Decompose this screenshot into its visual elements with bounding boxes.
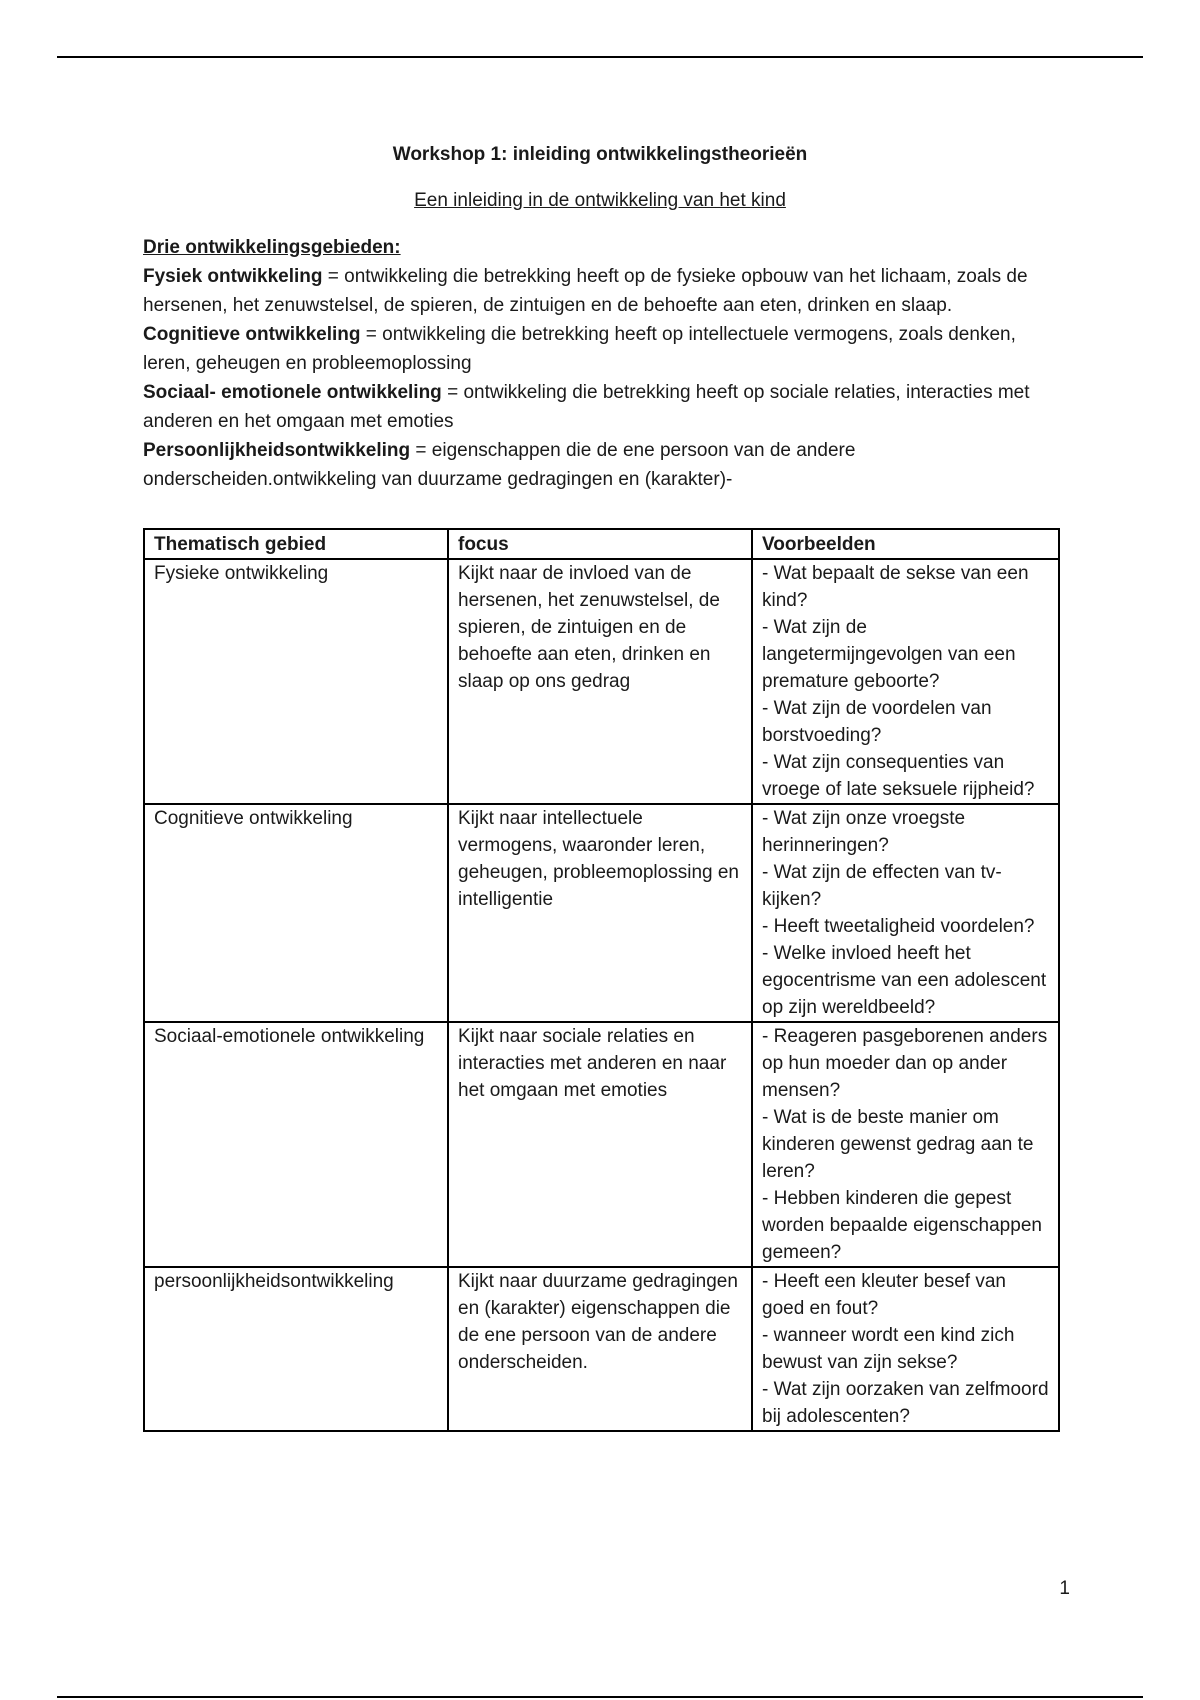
- examples-cell: [752, 559, 1059, 804]
- focus-cell: Kijkt naar de invloed van de hersenen, het zenuwstelsel, de spieren, de zintuigen en de behoefte aan eten, drinken en slaap op ons gedrag: [448, 559, 752, 804]
- intro-section: [143, 233, 1063, 494]
- definition-text: = eigenschappen die de ene persoon van de andere onderscheiden.ontwikkeling van duurzame gedragingen en (karakter)-: [143, 440, 856, 490]
- example-question: - Wat is de beste manier om kinderen gewenst gedrag aan te leren?: [762, 1107, 1034, 1182]
- example-question: - Wat zijn de voordelen van borstvoeding?: [762, 698, 992, 746]
- example-question: - Hebben kinderen die gepest worden bepaalde eigenschappen gemeen?: [762, 1188, 1042, 1263]
- table-row: [144, 804, 1059, 1022]
- header-rule: [57, 56, 1143, 58]
- column-header-examples: Voorbeelden: [752, 529, 1059, 559]
- example-question: - Wat zijn consequenties van vroege of late seksuele rijpheid?: [762, 752, 1035, 800]
- examples-cell: [752, 804, 1059, 1022]
- definition-cognitive: [143, 320, 1063, 378]
- definition-text: = ontwikkeling die betrekking heeft op intellectuele vermogens, zoals denken, leren, geheugen en probleemoplossing: [143, 324, 1016, 374]
- table-row: [144, 1267, 1059, 1431]
- definition-social-emotional: [143, 378, 1063, 436]
- definition-personality: [143, 436, 1063, 494]
- example-question: - Heeft een kleuter besef van goed en fout?: [762, 1271, 1006, 1319]
- example-question: - Wat bepaalt de sekse van een kind?: [762, 563, 1029, 611]
- example-question: - Wat zijn de langetermijngevolgen van een premature geboorte?: [762, 617, 1016, 692]
- focus-cell: Kijkt naar sociale relaties en interacties met anderen en naar het omgaan met emoties: [448, 1022, 752, 1267]
- column-header-area: Thematisch gebied: [144, 529, 448, 559]
- area-cell: Cognitieve ontwikkeling: [144, 804, 448, 1022]
- example-question: - Wat zijn oorzaken van zelfmoord bij adolescenten?: [762, 1379, 1049, 1427]
- example-question: - Reageren pasgeborenen anders op hun moeder dan op ander mensen?: [762, 1026, 1048, 1101]
- definition-physical: [143, 262, 1063, 320]
- table-header-row: [144, 529, 1059, 559]
- definition-term: Cognitieve ontwikkeling: [143, 324, 361, 345]
- area-cell: persoonlijkheidsontwikkeling: [144, 1267, 448, 1431]
- document-title: Workshop 1: inleiding ontwikkelingstheorieën: [392, 144, 808, 165]
- focus-cell: Kijkt naar intellectuele vermogens, waaronder leren, geheugen, probleemoplossing en intelligentie: [448, 804, 752, 1022]
- definition-term: Sociaal- emotionele ontwikkeling: [143, 382, 442, 403]
- examples-cell: [752, 1267, 1059, 1431]
- example-question: - Welke invloed heeft het egocentrisme van een adolescent op zijn wereldbeeld?: [762, 943, 1047, 1018]
- examples-cell: [752, 1022, 1059, 1267]
- definition-text: = ontwikkeling die betrekking heeft op de fysieke opbouw van het lichaam, zoals de hersenen, het zenuwstelsel, de spieren, de zintuigen en de behoefte aan eten, drinken en slaap.: [143, 266, 1028, 316]
- table-row: [144, 1022, 1059, 1267]
- area-cell: Fysieke ontwikkeling: [144, 559, 448, 804]
- focus-cell: Kijkt naar duurzame gedragingen en (karakter) eigenschappen die de ene persoon van de andere onderscheiden.: [448, 1267, 752, 1431]
- definition-text: = ontwikkeling die betrekking heeft op sociale relaties, interacties met anderen en het omgaan met emoties: [143, 382, 1030, 432]
- definition-term: Fysiek ontwikkeling: [143, 266, 323, 287]
- section-heading: Drie ontwikkelingsgebieden:: [143, 237, 401, 258]
- example-question: - wanneer wordt een kind zich bewust van zijn sekse?: [762, 1325, 1015, 1373]
- definition-term: Persoonlijkheidsontwikkeling: [143, 440, 411, 461]
- document-subtitle: Een inleiding in de ontwikkeling van het kind: [414, 190, 786, 211]
- table-row: [144, 559, 1059, 804]
- example-question: - Wat zijn de effecten van tv-kijken?: [762, 862, 1002, 910]
- development-table: [143, 528, 1060, 1432]
- footer-rule: [57, 1696, 1143, 1698]
- page-number: 1: [1059, 1578, 1070, 1599]
- area-cell: Sociaal-emotionele ontwikkeling: [144, 1022, 448, 1267]
- example-question: - Wat zijn onze vroegste herinneringen?: [762, 808, 966, 856]
- example-question: - Heeft tweetaligheid voordelen?: [762, 916, 1035, 937]
- column-header-focus: focus: [448, 529, 752, 559]
